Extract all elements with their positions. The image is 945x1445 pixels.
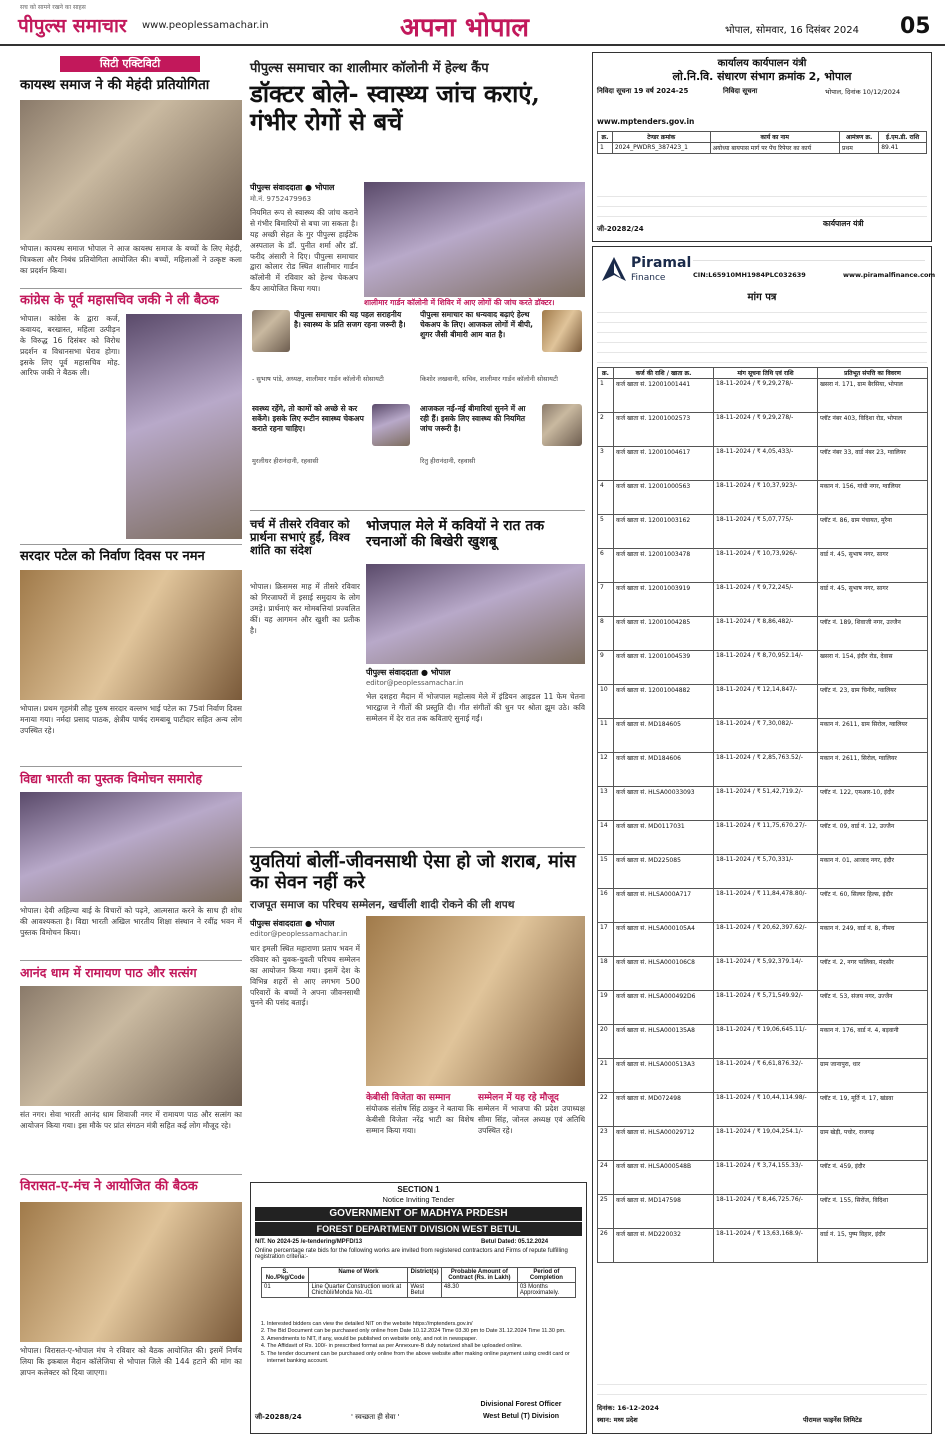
notice-title: FOREST DEPARTMENT DIVISION WEST BETUL [255, 1222, 582, 1236]
table-cell: कर्ज खाता सं. HLSA000135A8 [614, 1025, 714, 1059]
table-row [598, 957, 928, 991]
quote-author: रितु हीरानंदानी, रहवासी [420, 457, 476, 465]
table-cell: कर्ज खाता सं. MD0117031 [614, 821, 714, 855]
table-cell: 18-11-2024 / ₹ 10,44,114.98/- [714, 1093, 818, 1127]
piramal-brand-sub: Finance [631, 273, 666, 283]
table-cell: मकान नं. 2611, सिरोल, ग्वालियर [818, 753, 928, 787]
table-cell: 16 [598, 889, 614, 923]
notice-term: 2. The Bid Document can be purchased only online from Date 10.12.2024 Time 03.30 pm to Date 31.12.2024 Time 11.30 pm. [267, 1328, 587, 1335]
table-cell: 22 [598, 1093, 614, 1127]
table-header: Name of Work [309, 1268, 408, 1283]
table-cell: 18-11-2024 / ₹ 11,84,478.80/- [714, 889, 818, 923]
byline: पीपुल्स संवाददाता ● भोपाल [366, 668, 451, 677]
table-cell: 48.30 [441, 1283, 517, 1298]
story-photo [20, 570, 242, 700]
notice-text-block [597, 1375, 927, 1397]
notice-text-block [597, 187, 927, 217]
table-header: Period of Completion [517, 1268, 575, 1283]
table-cell: कर्ज खाता सं. MD072498 [614, 1093, 714, 1127]
table-cell: वार्ड नं. 45, सुभाष नगर, सागर [818, 583, 928, 617]
story-body: भोपाल। देवी अहिल्या बाई के विचारों को पढ़ने, आत्मसात करने के साथ ही शोध की आवश्यकता है। विद्या भारती अखिल भारतीय शिक्षा संस्थान ने रवींद्र भवन में पुस्तक विमोचन किया। [20, 906, 242, 937]
table-cell: 2 [598, 413, 614, 447]
table-cell: 13 [598, 787, 614, 821]
table-cell: खसरा नं. 154, इंदौर रोड, देवास [818, 651, 928, 685]
website-link[interactable]: www.peoplessamachar.in [142, 20, 269, 31]
table-cell: 14 [598, 821, 614, 855]
story-headline: युवतियां बोलीं-जीवनसाथी ऐसा हो जो शराब, मांस का सेवन नहीं करे [250, 851, 576, 893]
table-cell: 10 [598, 685, 614, 719]
table-row [598, 617, 928, 651]
notice-section: SECTION 1 [397, 1185, 440, 1194]
table-cell: 1 [598, 379, 614, 413]
table-cell: 18-11-2024 / ₹ 10,73,926/- [714, 549, 818, 583]
logo-tagline: सच को सामने रखने का साहस [20, 4, 86, 11]
table-cell: 21 [598, 1059, 614, 1093]
signatory: Divisional Forest Officer [480, 1401, 562, 1408]
tender-notice [250, 1182, 587, 1434]
quote-author: किशोर लखवानी, सचिव, शालीमार गार्डन कॉलोनी सोसायटी [420, 375, 558, 383]
person-photo [542, 310, 582, 352]
table-header: S. No./Pkg/Code [262, 1268, 309, 1283]
table-cell: 18-11-2024 / ₹ 5,71,549.92/- [714, 991, 818, 1025]
story-headline: विद्या भारती का पुस्तक विमोचन समारोह [20, 771, 203, 786]
section-title: अपना भोपाल [400, 13, 529, 43]
table-row [598, 549, 928, 583]
table-cell: 18-11-2024 / ₹ 20,62,397.62/- [714, 923, 818, 957]
table-cell: 18-11-2024 / ₹ 9,29,278/- [714, 379, 818, 413]
notice-term: 1. Interested bidders can view the detailed NIT on the website https://mptenders.gov.in/ [267, 1321, 587, 1328]
story-photo [126, 314, 242, 539]
masthead [0, 0, 945, 46]
table-row [598, 1093, 928, 1127]
table-cell: प्लॉट नं. 60, सिल्वर हिल्स, इंदौर [818, 889, 928, 923]
table-cell: मकान नं. 156, गांधी नगर, ग्वालियर [818, 481, 928, 515]
pwd-notice [592, 52, 932, 242]
nit-number: NIT. No 2024-25 /e-tendering/MPFD/13 [255, 1239, 363, 1245]
story-headline: भोजपाल मेले में कवियों ने रात तक रचनाओं की बिखेरी खुशबू [366, 518, 545, 551]
person-photo [542, 404, 582, 446]
table-row [598, 1229, 928, 1263]
table-row [598, 821, 928, 855]
table-header: मांग सूचना तिथि एवं राशि [714, 368, 818, 379]
table-row [262, 1283, 576, 1298]
table-cell: 25 [598, 1195, 614, 1229]
table-cell: प्लॉट नं. 23, ग्राम चिनौर, ग्वालियर [818, 685, 928, 719]
table-cell: कर्ज खाता सं. 12001003478 [614, 549, 714, 583]
photo-caption: शालीमार गार्डन कॉलोनी में शिविर में आए लोगों की जांच करते डॉक्टर। [364, 298, 555, 307]
table-cell: मकान नं. 249, वार्ड नं. 8, नीमच [818, 923, 928, 957]
table-cell: 6 [598, 549, 614, 583]
table-cell: 18-11-2024 / ₹ 6,61,876.32/- [714, 1059, 818, 1093]
story-body: संत नगर। सेवा भारती आनंद धाम शिवाजी नगर में रामायण पाठ और सत्संग का आयोजन किया गया। इस मौके पर प्रांत संगठन मंत्री सहित कई लोग मौजूद रहे। [20, 1110, 242, 1130]
byline: पीपुल्स संवाददाता ● भोपाल [250, 919, 335, 928]
table-cell: 18-11-2024 / ₹ 3,74,155.33/- [714, 1161, 818, 1195]
story-headline: सरदार पटेल को निर्वाण दिवस पर नमन [20, 549, 205, 564]
table-cell: मकान नं. 176, वार्ड नं. 4, बड़वानी [818, 1025, 928, 1059]
dateline: भोपाल, सोमवार, 16 दिसंबर 2024 [725, 25, 859, 36]
table-cell: 7 [598, 583, 614, 617]
table-cell: वार्ड नं. 15, पुष्प विहार, इंदौर [818, 1229, 928, 1263]
byline: पीपुल्स संवाददाता ● भोपाल [250, 183, 335, 192]
table-cell: 9 [598, 651, 614, 685]
lead-photo [364, 182, 585, 297]
table-row [598, 787, 928, 821]
table-cell: ग्राम खेड़ी, पचोर, राजगढ़ [818, 1127, 928, 1161]
table-cell: 17 [598, 923, 614, 957]
table-cell: 18-11-2024 / ₹ 8,86,482/- [714, 617, 818, 651]
lead-kicker: पीपुल्स समाचार का शालीमार कॉलोनी में हेल्थ कैंप [250, 61, 489, 76]
table-cell: 2024_PWDRS_387423_1 [612, 143, 710, 154]
notice-subtitle: Notice Inviting Tender [382, 1195, 455, 1204]
story-headline: कांग्रेस के पूर्व महासचिव जकी ने ली बैठक [20, 293, 219, 308]
table-row [598, 447, 928, 481]
table-cell: कर्ज खाता सं. 12001003919 [614, 583, 714, 617]
table-cell: Line Quarter Construction work at Chicholi/Mohda No.-01 [309, 1283, 408, 1298]
table-cell: 18-11-2024 / ₹ 11,75,670.27/- [714, 821, 818, 855]
caption-head: सम्मेलन में यह रहे मौजूद [478, 1093, 559, 1103]
table-cell: प्लॉट नं. 122, एमआर-10, इंदौर [818, 787, 928, 821]
table-cell: 89.41 [879, 143, 927, 154]
quote-text: आजकल नई-नई बीमारियां सुनने में आ रही हैं। इसके लिए स्वास्थ्य की नियमित जांच जरूरी है। [420, 404, 526, 434]
story-body: भोपाल। प्रथम गृहमंत्री लौह पुरुष सरदार वल्लभ भाई पटेल का 75वां निर्वाण दिवस मनाया गया। नर्मदा प्रसाद पाठक, क्षेत्रीय पार्षद रामबाबू पाटीदार सहित अन्य लोग उपस्थित रहे। [20, 704, 242, 735]
table-cell: 8 [598, 617, 614, 651]
table-row [598, 515, 928, 549]
table-header: District(s) [408, 1268, 441, 1283]
table-cell: 18-11-2024 / ₹ 51,42,719.2/- [714, 787, 818, 821]
notice-title: कार्यालय कार्यपालन यंत्री [717, 58, 807, 69]
table-row [598, 651, 928, 685]
table-row [598, 923, 928, 957]
table-row [598, 991, 928, 1025]
table-row [598, 1195, 928, 1229]
piramal-website[interactable]: www.piramalfinance.com [843, 271, 936, 279]
notice-date: दिनांक: 16-12-2024 [597, 1404, 659, 1412]
caption-text: संयोजक संतोष सिंह ठाकुर ने बताया कि केबीसी विजेता नरेंद्र भाटी का विशेष सम्मान किया गया। [366, 1104, 474, 1135]
pwd-table [597, 131, 927, 154]
caption-head: केबीसी विजेता का सम्मान [366, 1093, 451, 1103]
notice-intro: Online percentage rate bids for the following works are invited from registered contractors and Firms of repute fulfilling registration criteria:- [255, 1248, 568, 1260]
table-cell: कर्ज खाता सं. HLSA000492D6 [614, 991, 714, 1025]
table-header: क्र. [598, 368, 614, 379]
quote-author: - सुभाष पांडे, अध्यक्ष, शालीमार गार्डन कॉलोनी सोसायटी [252, 375, 384, 383]
demand-table [597, 367, 928, 1263]
table-cell: 18-11-2024 / ₹ 5,07,775/- [714, 515, 818, 549]
table-cell: कर्ज खाता सं. HLSA00029712 [614, 1127, 714, 1161]
table-cell: West Betul [408, 1283, 441, 1298]
notice-date: भोपाल, दिनांक 10/12/2024 [825, 88, 901, 96]
table-row [598, 481, 928, 515]
notice-slogan: ' स्वच्छता ही सेवा ' [351, 1413, 400, 1421]
piramal-logo-icon [599, 255, 629, 285]
table-cell: ग्राम जानापुरा, धार [818, 1059, 928, 1093]
person-photo [372, 404, 410, 446]
story-headline: चर्च में तीसरे रविवार को प्रार्थना सभाएं हुईं, विश्व शांति का संदेश [250, 517, 350, 558]
table-row [598, 379, 928, 413]
table-cell: 18-11-2024 / ₹ 9,29,278/- [714, 413, 818, 447]
story-subhead: राजपूत समाज का परिचय सम्मेलन, खर्चीली शादी रोकने की ली शपथ [250, 899, 515, 911]
table-cell: मकान नं. 2611, ग्राम सिरोल, ग्वालियर [818, 719, 928, 753]
table-row [598, 1127, 928, 1161]
table-cell: प्लॉट नं. 189, शिवाजी नगर, उज्जैन [818, 617, 928, 651]
table-row [598, 753, 928, 787]
table-cell: 12 [598, 753, 614, 787]
category-label: सिटी एक्टिविटी [60, 56, 200, 72]
table-cell: कर्ज खाता सं. HLSA00033093 [614, 787, 714, 821]
notice-title: मांग पत्र [747, 292, 777, 303]
table-cell: कर्ज खाता सं. HLSA000A717 [614, 889, 714, 923]
table-cell: 1 [598, 143, 613, 154]
signatory: पीरामल फाइनेंस लिमिटेड [803, 1416, 862, 1424]
table-row [598, 583, 928, 617]
tender-site[interactable]: www.mptenders.gov.in [597, 117, 695, 126]
table-cell: खसरा नं. 171, ग्राम बैरसिया, भोपाल [818, 379, 928, 413]
notice-term: 3. Amendments to NIT, if any, would be published on website only, and not in newspaper. [267, 1336, 587, 1343]
table-cell: कर्ज खाता सं. MD184606 [614, 753, 714, 787]
notice-term: 4. The Affidavit of Rs. 100/- in prescribed format as per Annexure-B duly notarized shall be uploaded online. [267, 1343, 587, 1350]
quote-text: पीपुल्स समाचार की यह पहल सराहनीय है। स्वास्थ्य के प्रति सजग रहना जरूरी है। [294, 310, 406, 330]
table-row [598, 889, 928, 923]
table-cell: कर्ज खाता सं. 12001004539 [614, 651, 714, 685]
notice-code: जी-20282/24 [597, 225, 644, 233]
table-cell: कर्ज खाता सं. 12001001441 [614, 379, 714, 413]
notice-code: जी-20288/24 [255, 1413, 302, 1421]
story-photo [20, 792, 242, 902]
piramal-notice [592, 246, 936, 1434]
table-header: कर्ज की राशि / खाता क्र. [614, 368, 714, 379]
table-cell: 23 [598, 1127, 614, 1161]
table-cell: कर्ज खाता सं. 12001004285 [614, 617, 714, 651]
address-block [693, 251, 925, 269]
right-column [592, 52, 936, 1432]
table-header: क्र. [598, 132, 613, 143]
quote-text: पीपुल्स समाचार का धन्यवाद बढ़ाएं हेल्थ चेकअप के लिए। आजकल लोगों में बीपी, शुगर जैसी बीमारी आम बात है। [420, 310, 533, 340]
table-cell: कर्ज खाता सं. MD147598 [614, 1195, 714, 1229]
table-header: Probable Amount of Contract (Rs. in Lakh) [441, 1268, 517, 1283]
story-photo [366, 564, 585, 664]
table-cell: प्लॉट नं. 86, ग्राम पंचायत, मुरैना [818, 515, 928, 549]
quote-author: मुरलीधर हीरानंदानी, रहवासी [252, 457, 319, 465]
table-row [598, 413, 928, 447]
table-header: आमंत्रण क्र. [840, 132, 879, 143]
table-cell: कर्ज खाता सं. 12001003162 [614, 515, 714, 549]
person-photo [252, 310, 290, 352]
table-row [598, 143, 927, 154]
table-cell: 18-11-2024 / ₹ 12,14,847/- [714, 685, 818, 719]
table-cell: 18-11-2024 / ₹ 2,85,763.52/- [714, 753, 818, 787]
newspaper-logo: पीपुल्स समाचार [18, 15, 127, 37]
story-body: चार इमली स्थित महाराणा प्रताप भवन में रविवार को युवक-युवती परिचय सम्मेलन का आयोजन किया गया। इसमें देश के विभिन्न शहरों से आए लगभग 500 परिवारों के बच्चों ने अपना जीवनसाथी चुनने की पसंद बताई। [250, 944, 360, 1008]
table-cell: 18-11-2024 / ₹ 19,04,254.1/- [714, 1127, 818, 1161]
email-address: editor@peoplessamachar.in [250, 930, 348, 938]
table-cell: 18-11-2024 / ₹ 13,63,168.9/- [714, 1229, 818, 1263]
notice-place: स्थान: मध्य प्रदेश [597, 1416, 638, 1424]
table-cell: प्लॉट नं. 155, सिरोंज, विदिशा [818, 1195, 928, 1229]
table-row [598, 855, 928, 889]
notice-terms [255, 1321, 587, 1366]
tender-table [261, 1267, 576, 1298]
table-cell: 03 Months Approximately. [517, 1283, 575, 1298]
table-cell: 01 [262, 1283, 309, 1298]
table-header: टेण्डर क्रमांक [612, 132, 710, 143]
table-cell: प्लॉट नं. 09, वार्ड नं. 12, उज्जैन [818, 821, 928, 855]
table-cell: 5 [598, 515, 614, 549]
story-body: भोपाल। कांग्रेस के द्वारा कर्ज, कवायद, बरखास्त, महिला उत्पीड़न के विरुद्ध 16 दिसंबर को विरोध प्रदर्शन व विधानसभा घेराव होगा। इसके लिए पूर्व महासचिव मोह. आरिफ जकी ने बैठक ली। [20, 314, 120, 378]
signatory: West Betul (T) Division [482, 1413, 560, 1420]
lead-headline: डॉक्टर बोले- स्वास्थ्य जांच कराएं, गंभीर रोगों से बचें [250, 79, 540, 136]
table-cell: कर्ज खाता सं. HLSA000106C8 [614, 957, 714, 991]
table-cell: कर्ज खाता सं. HLSA000513A3 [614, 1059, 714, 1093]
story-headline: विरासत-ए-मंच ने आयोजित की बैठक [20, 1179, 198, 1194]
notice-text-block [597, 303, 927, 363]
story-photo [20, 1202, 242, 1342]
story-photo [20, 986, 242, 1106]
table-cell: कर्ज खाता सं. 12001000563 [614, 481, 714, 515]
table-cell: कर्ज खाता सं. HLSA000548B [614, 1161, 714, 1195]
table-cell: वार्ड नं. 45, सुभाष नगर, सागर [818, 549, 928, 583]
story-body: भोपाल। क्रिसमस माह में तीसरे रविवार को गिरजाघरों में इसाई समुदाय के लोग उमड़े। प्रार्थनाएं कर मोमबत्तियां प्रज्वलित कीं। यह आगमन और खुशी का प्रतीक है। [250, 582, 360, 635]
table-cell: अयोध्या बायपास मार्ग पर पेंच रिपेयर का कार्य [710, 143, 839, 154]
table-row [598, 1161, 928, 1195]
email-address: editor@peoplessamachar.in [366, 679, 464, 687]
lead-body: नियमित रूप से स्वास्थ्य की जांच कराने से गंभीर बिमारियों से बचा जा सकता है। यह अच्छी सेहत के गुर पीपुल्स हाईटेक अस्पताल के डॉ. पुनीत शर्मा और डॉ. फरीद अंसारी ने दिए। पीपुल्स समाचार द्वारा कोलार रोड स्थित शालीमार गार्डन कॉलोनी में रविवार को हेल्थ चेकअप कैंप आयोजित किया गया। [250, 208, 358, 294]
caption-text: सम्मेलन में भाजपा की प्रदेश उपाध्यक्ष सीमा सिंह, जोनल अध्यक्ष एवं अतिथि उपस्थित रहे। [478, 1104, 585, 1135]
table-cell: प्लॉट नं. 2, नगर पालिका, मंदसौर [818, 957, 928, 991]
story-photo [20, 100, 242, 240]
table-row [598, 719, 928, 753]
table-cell: प्लॉट नंबर 33, वार्ड नंबर 23, ग्वालियर [818, 447, 928, 481]
table-cell: प्रथम [840, 143, 879, 154]
story-body: भोपाल। कायस्थ समाज भोपाल ने आज कायस्थ समाज के बच्चों के लिए मेहंदी, चित्रकला और निबंध प्रतियोगिता आयोजित की। बच्चों, महिलाओं ने उत्कृष्ट कला का प्रदर्शन किया। [20, 244, 242, 275]
quotes-box [250, 310, 585, 510]
table-cell: प्लॉट नं. 19, मूर्ति नं. 17, खंडवा [818, 1093, 928, 1127]
table-cell: 18-11-2024 / ₹ 9,72,245/- [714, 583, 818, 617]
notice-title: लो.नि.वि. संधारण संभाग क्रमांक 2, भोपाल [672, 70, 852, 83]
notice-number: निविदा सूचना 19 वर्ष 2024-25 [597, 87, 689, 95]
table-cell: कर्ज खाता सं. 12001004882 [614, 685, 714, 719]
table-cell: 4 [598, 481, 614, 515]
notice-term: 5. The tender document can be purchased only online from the above website after making online payment using credit card or internet banking account. [267, 1351, 587, 1366]
table-cell: मकान नं. 01, आजाद नगर, इंदौर [818, 855, 928, 889]
left-column [20, 52, 242, 1432]
table-cell: प्लॉट नं. 459, इंदौर [818, 1161, 928, 1195]
table-row [598, 685, 928, 719]
table-cell: 18-11-2024 / ₹ 19,06,645.11/- [714, 1025, 818, 1059]
table-cell: कर्ज खाता सं. MD220032 [614, 1229, 714, 1263]
table-cell: 3 [598, 447, 614, 481]
table-cell: 18-11-2024 / ₹ 7,30,082/- [714, 719, 818, 753]
table-cell: 19 [598, 991, 614, 1025]
table-row [598, 1059, 928, 1093]
table-cell: 24 [598, 1161, 614, 1195]
notice-label: निविदा सूचना [723, 87, 758, 95]
table-cell: 20 [598, 1025, 614, 1059]
story-headline: आनंद धाम में रामायण पाठ और सत्संग [20, 965, 197, 980]
story-body: भेल दशहरा मैदान में भोजपाल महोत्सव मेले में इंडियन आइडल 11 फेम चेतना भारद्वाज ने गीतों की प्रस्तुति दी। गीत संगीतों की धुन पर श्रोता झूम उठे। कवि सम्मेलन में देर रात तक कविताएं सुनाई गईं। [366, 692, 585, 723]
table-cell: प्लॉट नंबर 403, विदिशा रोड, भोपाल [818, 413, 928, 447]
piramal-brand: Piramal [631, 255, 692, 271]
story-headline: कायस्थ समाज ने की मेहंदी प्रतियोगिता [20, 77, 210, 93]
story-photo [366, 916, 585, 1086]
table-cell: 18-11-2024 / ₹ 8,46,725.76/- [714, 1195, 818, 1229]
table-cell: कर्ज खाता सं. MD225085 [614, 855, 714, 889]
center-column [250, 52, 585, 1432]
cin-number: CIN:L65910MH1984PLC032639 [693, 271, 806, 279]
table-row [598, 1025, 928, 1059]
signatory: कार्यपालन यंत्री [823, 219, 864, 228]
table-cell: कर्ज खाता सं. 12001002573 [614, 413, 714, 447]
table-cell: 15 [598, 855, 614, 889]
table-cell: 18-11-2024 / ₹ 5,92,379.14/- [714, 957, 818, 991]
notice-title: GOVERNMENT OF MADHYA PRDESH [255, 1207, 582, 1221]
table-cell: 18-11-2024 / ₹ 10,37,923/- [714, 481, 818, 515]
table-header: ई.एम.डी. राशि [879, 132, 927, 143]
table-header: कार्य का नाम [710, 132, 839, 143]
table-cell: प्लॉट नं. 53, संजय नगर, उज्जैन [818, 991, 928, 1025]
table-cell: 11 [598, 719, 614, 753]
story-body: भोपाल। विरासत-ए-भोपाल मंच ने रविवार को बैठक आयोजित की। इसमें निर्णय लिया कि इकबाल मैदान कॉलेजिया से भोपाल जिले की 144 हटाने की मांग का ज्ञापन कलेक्टर को दिया जाएगा। [20, 1346, 242, 1377]
table-cell: कर्ज खाता सं. 12001004617 [614, 447, 714, 481]
table-cell: कर्ज खाता सं. HLSA000105A4 [614, 923, 714, 957]
page-number: 05 [900, 14, 931, 39]
table-cell: 26 [598, 1229, 614, 1263]
quote-text: स्वस्थ्य रहेंगे, तो कामों को अच्छे से कर सकेंगे। इसके लिए रूटीन स्वास्थ्य चेकअप कराते रहना चाहिए। [252, 404, 364, 434]
table-cell: 18-11-2024 / ₹ 4,05,433/- [714, 447, 818, 481]
table-header: प्रतिभूत संपत्ति का विवरण [818, 368, 928, 379]
table-cell: 18 [598, 957, 614, 991]
mobile-number: मो.नं. 9752479963 [250, 195, 312, 203]
table-cell: 18-11-2024 / ₹ 8,70,952.14/- [714, 651, 818, 685]
table-cell: कर्ज खाता सं. MD184605 [614, 719, 714, 753]
notice-date: Betul Dated: 05.12.2024 [481, 1239, 549, 1245]
table-cell: 18-11-2024 / ₹ 5,70,331/- [714, 855, 818, 889]
